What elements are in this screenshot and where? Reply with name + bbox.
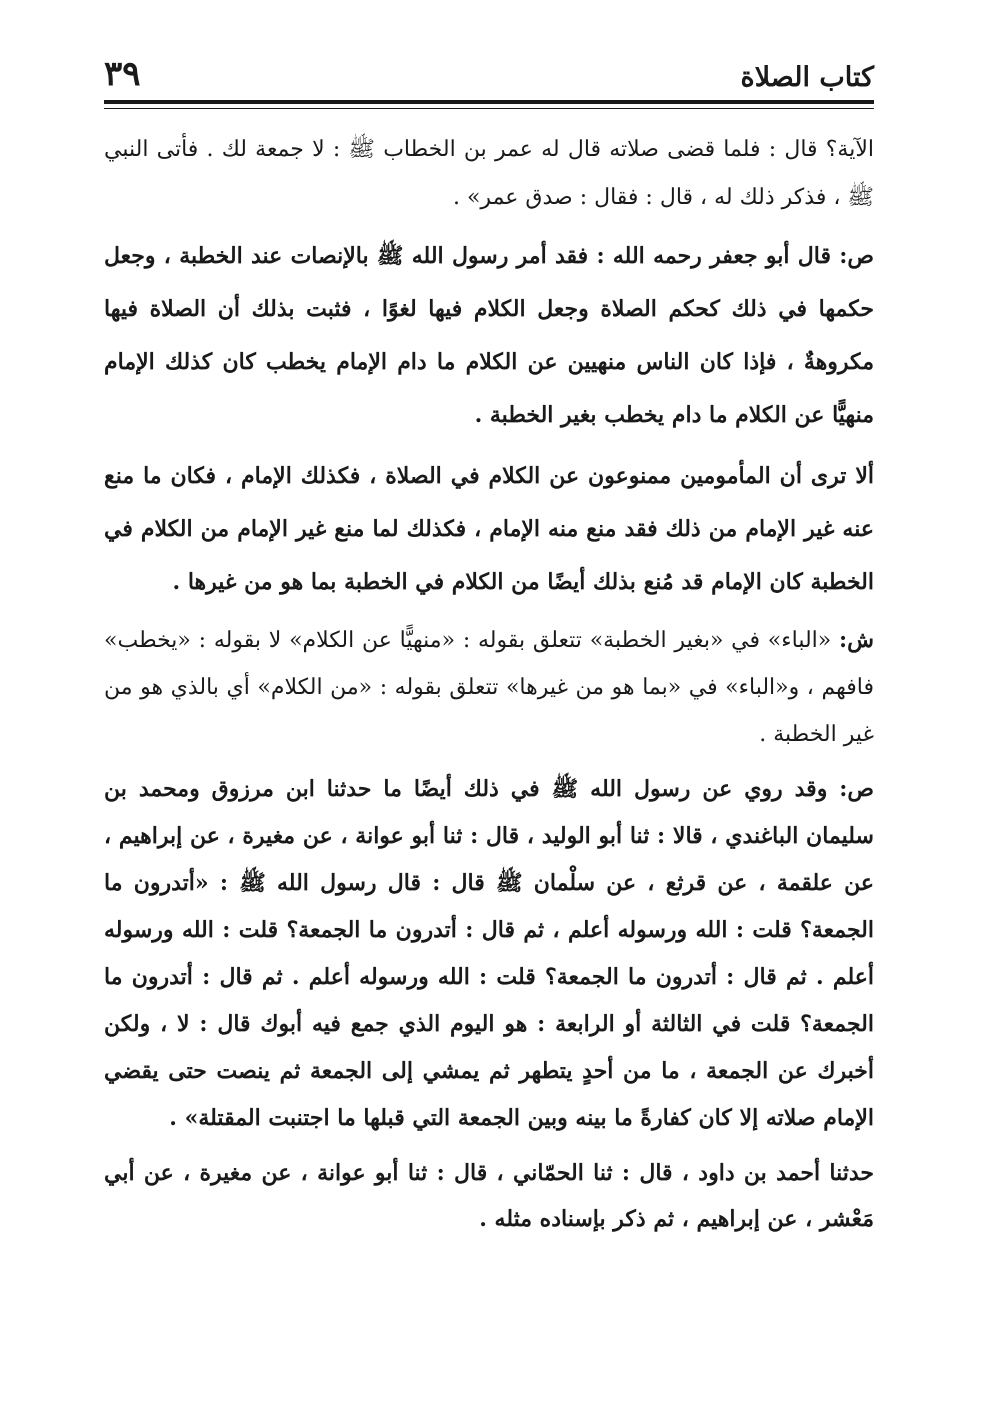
header-rule-thin xyxy=(104,108,874,109)
page-number: ٣٩ xyxy=(104,54,141,94)
running-title: كتاب الصلاة xyxy=(740,62,874,93)
paragraph-2: ص: قال أبو جعفر رحمه الله : فقد أمر رسول الله ﷺ بالإنصات عند الخطبة ، وجعل حكمها في ذلك كحكم الصلاة وجعل الكلام فيها لغوًا ، فثبت بذلك أن الصلاة فيها مكروهةٌ ، فإذا كان الناس منهيين عن الكلام ما دام الإمام يخطب كان كذلك الإمام منهيًّا عن الكلام ما دام يخطب بغير الخطبة . xyxy=(104,243,874,428)
paragraph-4 xyxy=(104,617,874,758)
paragraph-1: الآية؟ قال : فلما قضى صلاته قال له عمر بن الخطاب ﷺ : لا جمعة لك . فأتى النبي ﷺ ، فذكر ذلك له ، قال : فقال : صدق عمر» . xyxy=(104,137,874,210)
paragraph-6: حدثنا أحمد بن داود ، قال : ثنا الحمّاني ، قال : ثنا أبو عوانة ، عن مغيرة ، عن أبي مَعْشر ، عن إبراهيم ، ثم ذكر بإسناده مثله . xyxy=(104,1160,875,1232)
commentary-marker: ش: xyxy=(839,627,874,653)
paragraph-3: ألا ترى أن المأمومين ممنوعون عن الكلام في الصلاة ، فكذلك الإمام ، فكان ما منع عنه غير الإمام من ذلك فقد منع منه الإمام ، فكذلك لما منع غير الإمام من الكلام في الخطبة كان الإمام قد مُنع بذلك أيضًا من الكلام في الخطبة بما هو من غيرها . xyxy=(104,463,874,595)
commentary-text: «الباء» في «بغير الخطبة» تتعلق بقوله : «منهيًّا عن الكلام» لا بقوله : «يخطب» فافهم ، و«الباء» في «بما هو من غيرها» تتعلق بقوله : «من الكلام» أي بالذي هو من غير الخطبة . xyxy=(104,628,874,747)
page-header xyxy=(104,52,874,100)
paragraph-5: ص: وقد روي عن رسول الله ﷺ في ذلك أيضًا ما حدثنا ابن مرزوق ومحمد بن سليمان الباغندي ، قالا : ثنا أبو الوليد ، قال : ثنا أبو عوانة ، عن مغيرة ، عن إبراهيم ، عن علقمة ، عن قرثع ، عن سلْمان ﷺ قال : قال رسول الله ﷺ : «أتدرون ما الجمعة؟ قلت : الله ورسوله أعلم ، ثم قال : أتدرون ما الجمعة؟ قلت : الله ورسوله أعلم . ثم قال : أتدرون ما الجمعة؟ قلت : الله ورسوله أعلم . ثم قال : أتدرون ما الجمعة؟ قلت في الثالثة أو الرابعة : هو اليوم الذي جمع فيه أبوك قال : لا ، ولكن أخبرك عن الجمعة ، ما من أحدٍ يتطهر ثم يمشي إلى الجمعة ثم ينصت حتى يقضي الإمام صلاته إلا كان كفارةً ما بينه وبين الجمعة التي قبلها ما اجتنبت المقتلة» . xyxy=(104,776,874,1131)
header-rule-thick xyxy=(104,100,874,104)
page-body xyxy=(104,126,874,1250)
